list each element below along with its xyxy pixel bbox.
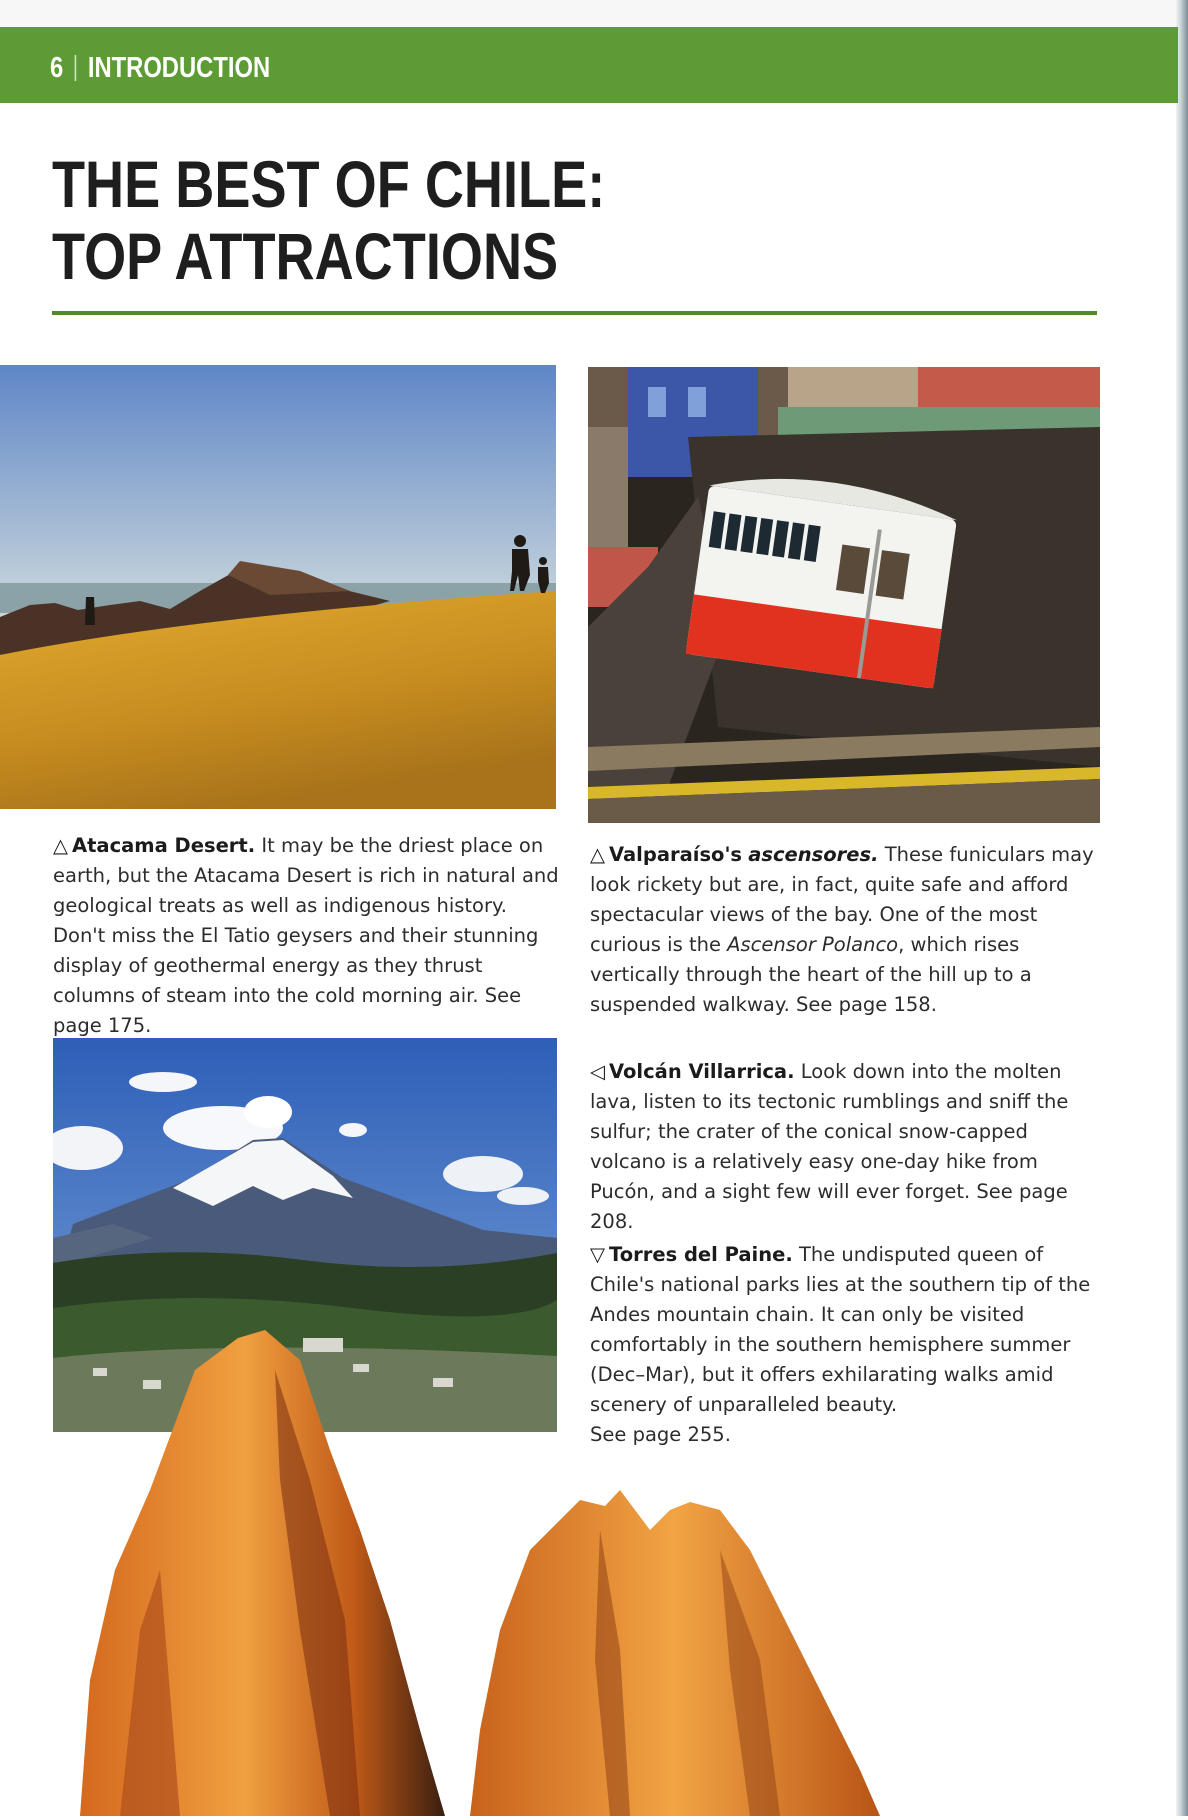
caption-heading: Atacama Desert. [72, 834, 256, 857]
caption-page-ref: See page 255. [590, 1423, 731, 1446]
caption-body-italic: Ascensor Polanco [727, 933, 899, 956]
down-arrow-icon: ▽ [590, 1243, 605, 1266]
left-arrow-icon: ◁ [590, 1060, 605, 1083]
up-arrow-icon: △ [590, 843, 605, 866]
atacama-caption [53, 831, 563, 1041]
caption-body: These funiculars may look rickety but are, in fact, quite safe and afford spectacular views of the bay. One of the most curious is the [590, 843, 1094, 956]
running-header [50, 48, 270, 88]
up-arrow-icon: △ [53, 834, 68, 857]
section-name: INTRODUCTION [87, 51, 271, 84]
caption-heading: Valparaíso's [609, 843, 743, 866]
caption-body: Look down into the molten lava, listen to its tectonic rumblings and sniff the sulfur; the crater of the conical snow-capped volcano is a relatively easy one-day hike from Pucón, and a sight few will ever forget. See page 208. [590, 1060, 1069, 1233]
torres-caption [590, 1240, 1100, 1450]
page-title [52, 148, 790, 292]
header-divider [75, 55, 77, 81]
page-top-margin [0, 0, 1176, 26]
villarrica-caption [590, 1057, 1100, 1237]
valparaiso-funicular-photo [588, 367, 1100, 823]
page-number: 6 [50, 51, 64, 84]
caption-heading: Torres del Paine. [609, 1243, 793, 1266]
caption-body-end: , which rises vertically through the heart of the hill up to a suspended walkway. See page 158. [590, 933, 1032, 1016]
valparaiso-caption [590, 840, 1100, 1020]
page-edge [1176, 0, 1188, 1816]
caption-heading-italic: ascensores. [748, 843, 879, 866]
title-rule [52, 311, 1097, 315]
caption-heading: Volcán Villarrica. [609, 1060, 795, 1083]
title-line-1: THE BEST OF CHILE: [52, 147, 606, 221]
caption-body: The undisputed queen of Chile's national parks lies at the southern tip of the Andes mountain chain. It can only be visited comfortably in the southern hemisphere summer (Dec–Mar), but it offers exhilarating walks amid scenery of unparalleled beauty. [590, 1243, 1091, 1416]
caption-body: It may be the driest place on earth, but the Atacama Desert is rich in natural and geological treats as well as indigenous history. Don't miss the El Tatio geysers and their stunning display of geothermal energy as they thrust columns of steam into the cold morning air. See page 175. [53, 834, 559, 1037]
title-line-2: TOP ATTRACTIONS [52, 219, 559, 293]
atacama-desert-photo [0, 365, 556, 809]
